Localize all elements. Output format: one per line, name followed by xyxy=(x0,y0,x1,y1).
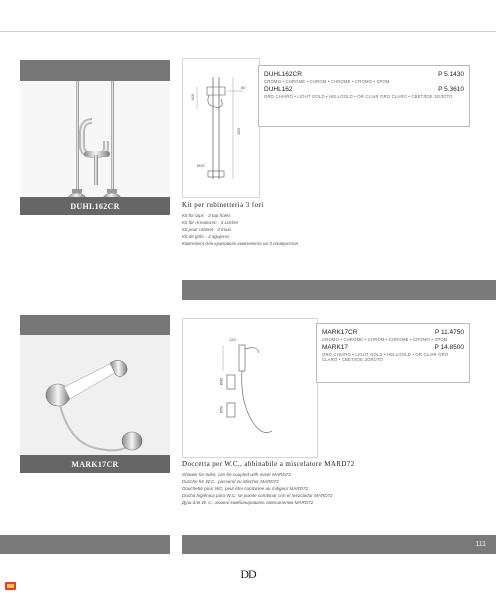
product-photo-duhl162 xyxy=(20,60,170,215)
page-number: 111 xyxy=(475,541,486,548)
desc-line: Ducha higiénica para W.C. se puede combinar con el mezclador MARD72 xyxy=(182,493,333,498)
product-price: P 11.4750 xyxy=(434,329,464,336)
desc-line: Kit für Armaturen - 3 Löcher xyxy=(182,220,239,225)
dimension-length: 120 xyxy=(229,337,236,342)
product-price: P 5.3610 xyxy=(438,86,464,93)
dimension-drawing xyxy=(183,59,259,197)
bookmark-icon[interactable] xyxy=(4,580,18,592)
dimension-diameter-top: Ø46 xyxy=(218,377,224,386)
dimension-trap: 168 xyxy=(189,94,195,101)
desc-line: Kit de grifo - 3 agujeros xyxy=(182,234,230,239)
spec-box-mark17 xyxy=(316,323,470,383)
product-price: P 5.1430 xyxy=(438,71,464,78)
product-photo-mark17 xyxy=(20,315,170,473)
product-code: DUHL162CR xyxy=(264,71,302,78)
product-title: Doccetta per W.C., abbinabile a miscelatore MARD72 xyxy=(182,460,355,468)
desc-line: Shower for toilet, can be coupled with mixer MARD72 xyxy=(182,472,291,477)
shower-head-illustration xyxy=(20,335,170,473)
product-description xyxy=(182,212,482,247)
desc-line: Dusche für W.C., passend zu Mischer MARD72 xyxy=(182,479,279,484)
brand-logo: DD xyxy=(240,567,256,581)
finish-text: CROMO • CHROME • CHROM • CHROME • CROMO • ХРОМ xyxy=(322,337,448,342)
spec-row xyxy=(322,329,464,336)
desc-line: Douchette pour WC, peut être combinée au mitigeur MARD72 xyxy=(182,486,309,491)
top-rule xyxy=(0,31,496,32)
product-code-label: MARK17CR xyxy=(20,455,170,473)
desc-line: Kit pour robinet - 3 trous xyxy=(182,227,232,232)
faucet-kit-illustration xyxy=(20,81,170,215)
spec-box-duhl162 xyxy=(258,65,470,127)
product-title: Kit per rubinetteria 3 fori xyxy=(182,201,264,209)
desc-line: Душ для W. C., можно комбинировать смесителем MARD72 xyxy=(182,500,314,505)
desc-line: Комплект для кранового комплекта на 3 отверстия xyxy=(182,241,299,246)
dimension-diameter-bottom: Ø50 xyxy=(218,405,224,414)
product-code: MARK17 xyxy=(322,344,349,351)
product-description xyxy=(182,471,482,506)
section-divider-bar xyxy=(182,280,496,300)
dimension-diameter: Ø35 xyxy=(197,163,205,168)
dimension-width: 80 xyxy=(241,85,246,90)
product-price: P 14.8500 xyxy=(434,344,464,351)
finish-text: ORO CHIARO • LIGHT GOLD • HELLGOLD • OR CLAIR ORO CLARO • СВЕТЛОЕ ЗОЛОТО xyxy=(264,94,453,99)
finish-text: ORO CHIARO • LIGHT GOLD • HELLGOLD • OR CLAIR ORO CLARO • СВЕТЛОЕ ЗОЛОТО xyxy=(322,352,449,362)
page-number-bar xyxy=(182,535,496,554)
spec-row xyxy=(264,86,464,93)
product-code: MARK17CR xyxy=(322,329,358,336)
photo-header-bar xyxy=(20,315,170,335)
finish-text: CROMO • CHROME • CHROM • CHROME • CROMO • ХРОМ xyxy=(264,79,390,84)
dimension-height: 280 xyxy=(235,128,241,135)
photo-header-bar xyxy=(20,60,170,81)
product-code: DUHL162 xyxy=(264,86,293,93)
footer-bar-left xyxy=(0,535,170,554)
spec-row xyxy=(322,344,464,351)
dimension-drawing xyxy=(183,319,317,457)
technical-drawing-duhl162 xyxy=(182,58,260,198)
desc-line: Kit for taps - 3 tap holes xyxy=(182,213,231,218)
spec-row xyxy=(264,71,464,78)
technical-drawing-mark17 xyxy=(182,318,318,458)
product-code-label: DUHL162CR xyxy=(20,197,170,215)
